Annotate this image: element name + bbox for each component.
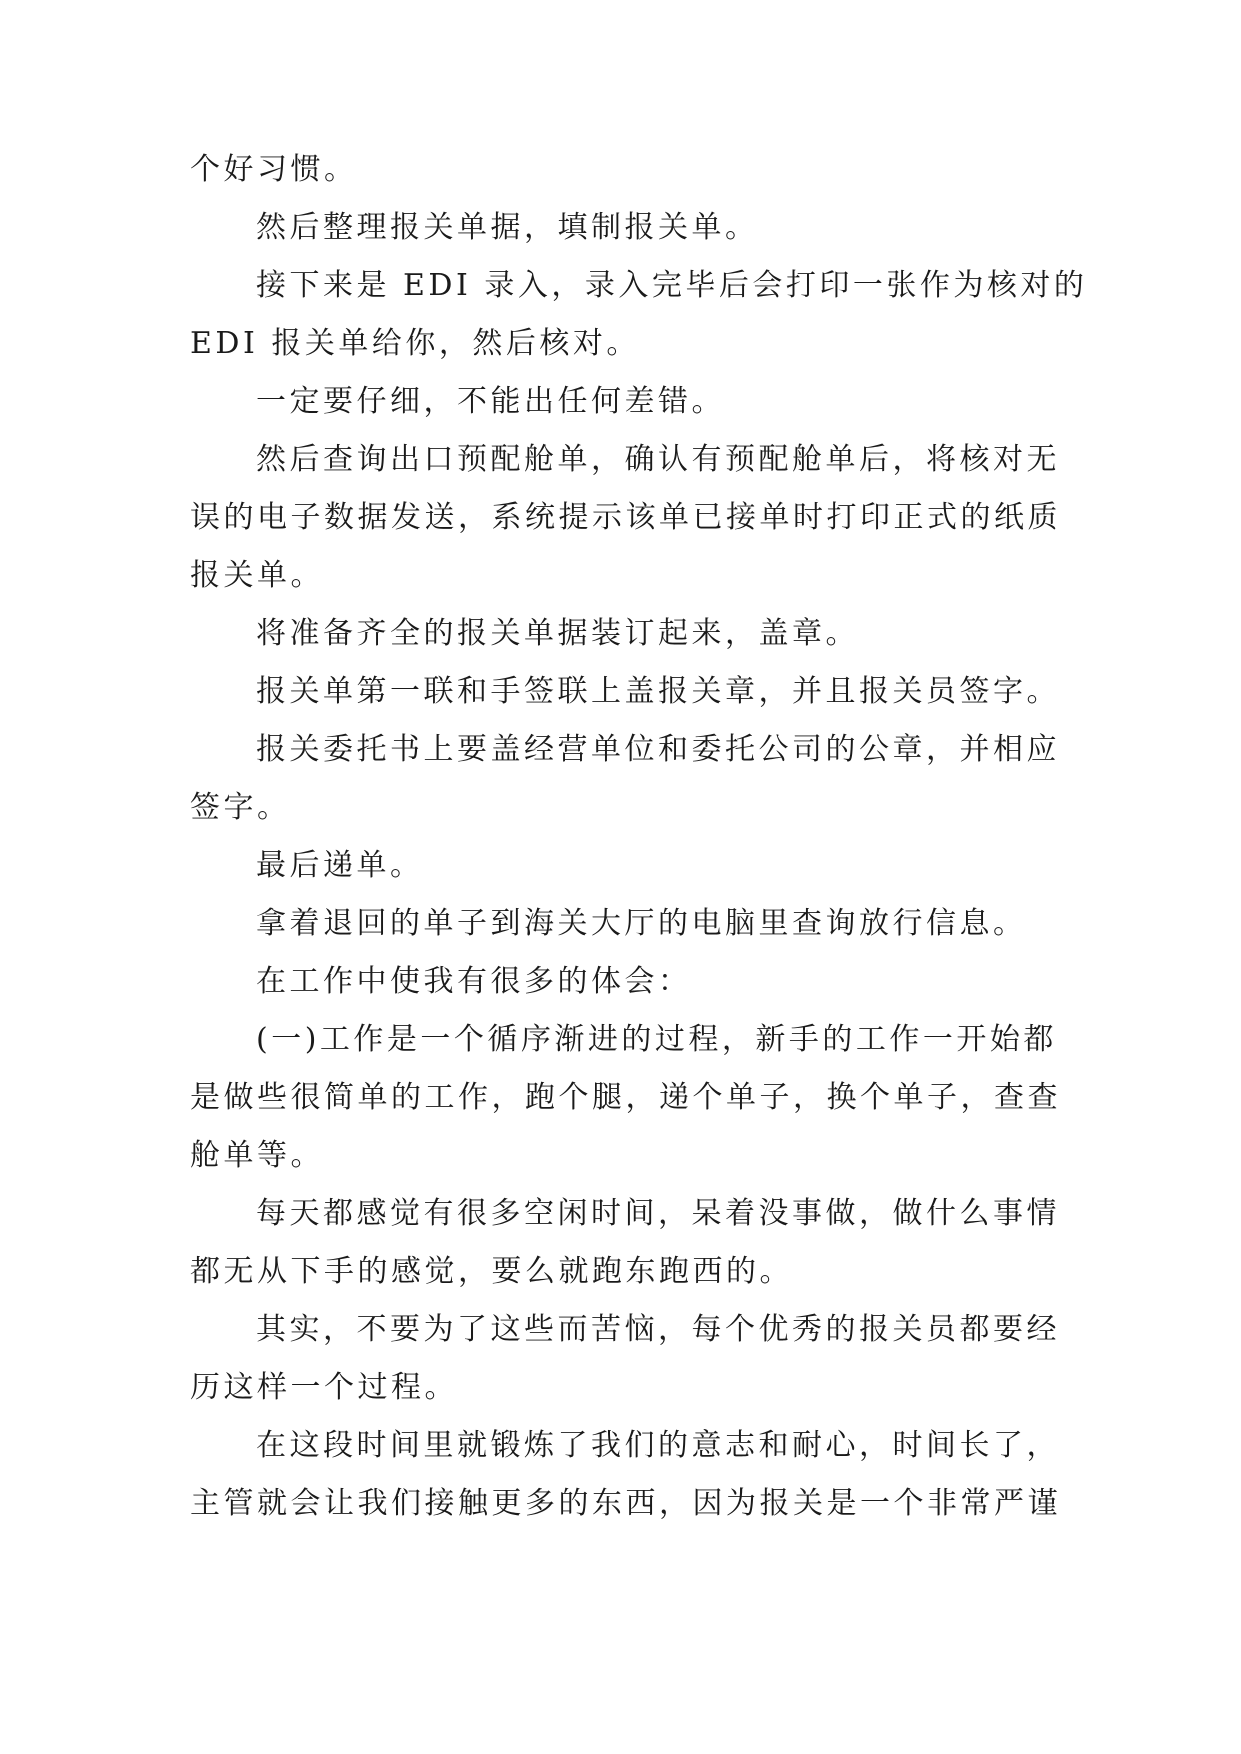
text-line: 报关委托书上要盖经营单位和委托公司的公章，并相应 [256,732,1060,767]
text-line: 拿着退回的单子到海关大厅的电脑里查询放行信息。 [256,906,1027,941]
text-line: 接下来是 EDI 录入，录入完毕后会打印一张作为核对的 [256,268,1088,303]
text-line: 其实，不要为了这些而苦恼，每个优秀的报关员都要经 [256,1312,1060,1347]
text-line: 都无从下手的感觉，要么就跑东跑西的。 [190,1254,793,1289]
text-line: (一)工作是一个循序渐进的过程，新手的工作一开始都 [256,1022,1057,1057]
text-line: 将准备齐全的报关单据装订起来，盖章。 [256,616,859,651]
text-line: 个好习惯。 [190,152,358,187]
text-line: 一定要仔细，不能出任何差错。 [256,384,725,419]
text-line: 在工作中使我有很多的体会： [256,964,692,999]
text-line: 报关单。 [190,558,324,593]
text-line: 主管就会让我们接触更多的东西，因为报关是一个非常严谨 [190,1486,1061,1521]
text-line: 误的电子数据发送，系统提示该单已接单时打印正式的纸质 [190,500,1061,535]
text-line: 在这段时间里就锻炼了我们的意志和耐心，时间长了， [256,1428,1060,1463]
text-line: 是做些很简单的工作，跑个腿，递个单子，换个单子，查查 [190,1080,1061,1115]
text-line: 报关单第一联和手签联上盖报关章，并且报关员签字。 [256,674,1060,709]
text-line: 舱单等。 [190,1138,324,1173]
text-line: 每天都感觉有很多空闲时间，呆着没事做，做什么事情 [256,1196,1060,1231]
text-line: 然后整理报关单据，填制报关单。 [256,210,759,245]
text-line: 最后递单。 [256,848,424,883]
text-line: EDI 报关单给你，然后核对。 [190,326,640,361]
text-line: 签字。 [190,790,291,825]
text-line: 然后查询出口预配舱单，确认有预配舱单后，将核对无 [256,442,1060,477]
text-line: 历这样一个过程。 [190,1370,458,1405]
